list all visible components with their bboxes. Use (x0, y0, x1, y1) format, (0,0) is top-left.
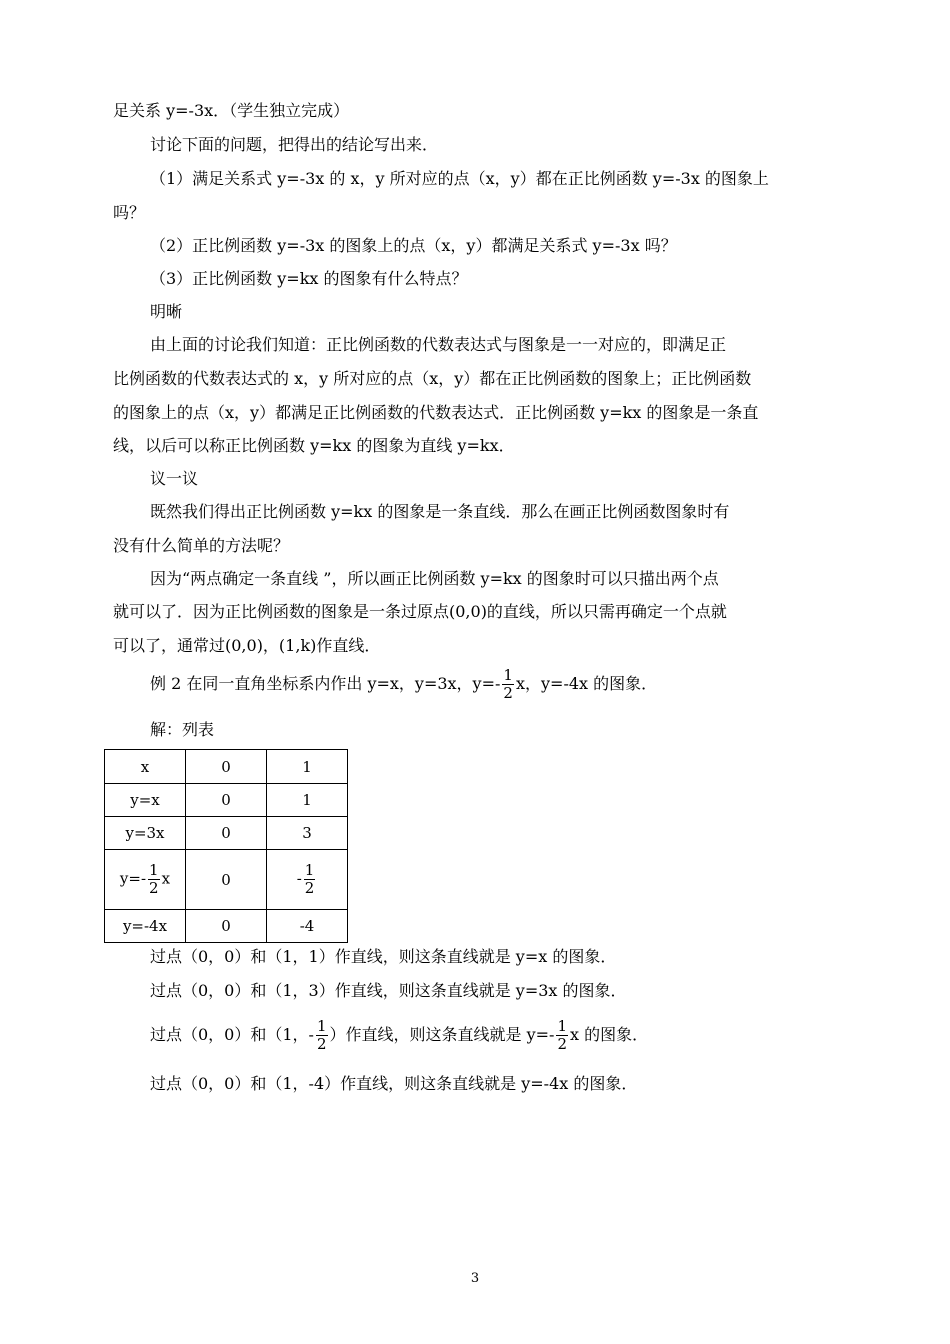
text-line: 线，以后可以称正比例函数 y=kx 的图象为直线 y=kx． (113, 436, 515, 455)
text-line: 就可以了．因为正比例函数的图象是一条过原点(0,0)的直线，所以只需再确定一个点就 (113, 602, 727, 621)
text-line: 足关系 y=-3x．（学生独立完成） (113, 101, 350, 120)
text-line: 可以了，通常过(0,0)，(1,k)作直线． (113, 636, 381, 655)
fraction: $\frac{1}{2}$ (503, 666, 513, 702)
table-cell: 0 (186, 817, 267, 850)
text-line: 过点（0，0）和（1，1）作直线，则这条直线就是 y=x 的图象． (150, 947, 617, 966)
table-row (105, 817, 348, 850)
solution-label: 解：列表 (150, 720, 215, 739)
text-line: 因为“两点确定一条直线 ”，所以画正比例函数 y=kx 的图象时可以只描出两个点 (150, 569, 719, 588)
table-cell: 1 (267, 750, 348, 784)
example-suffix: x，y=-4x 的图象． (515, 674, 658, 693)
text-line: 由上面的讨论我们知道：正比例函数的代数表达式与图象是一一对应的，即满足正 (150, 335, 727, 354)
table-cell: y=3x (105, 817, 186, 850)
table-cell: 0 (186, 784, 267, 817)
table-cell: 0 (186, 850, 267, 910)
fraction: $\frac{1}{2}$ (149, 861, 159, 897)
page-number: 3 (470, 1271, 480, 1286)
text-line: 过点（0，0）和（1，3）作直线，则这条直线就是 y=3x 的图象． (150, 981, 627, 1000)
text-line: 的图象上的点（x，y）都满足正比例函数的代数表达式．正比例函数 y=kx 的图象是一条直 (113, 403, 759, 422)
fraction: $\frac{1}{2}$ (304, 861, 315, 897)
table-cell: 3 (267, 817, 348, 850)
values-table (104, 749, 348, 943)
text-line: 既然我们得出正比例函数 y=kx 的图象是一条直线．那么在画正比例函数图象时有 (150, 502, 730, 521)
table-cell: 0 (186, 910, 267, 943)
table-row (105, 910, 348, 943)
text-line: 讨论下面的问题，把得出的结论写出来． (150, 135, 439, 154)
section-heading: 议一议 (150, 469, 199, 488)
text-line: 吗？ (113, 203, 146, 222)
text-line: 没有什么简单的方法呢？ (113, 536, 290, 555)
table-cell: y=x (105, 784, 186, 817)
example-2 (150, 666, 657, 702)
example-prefix: 例 2 在同一直角坐标系内作出 y=x，y=3x，y=- (150, 674, 501, 693)
text-line: （2）正比例函数 y=-3x 的图象上的点（x，y）都满足关系式 y=-3x 吗？ (150, 236, 677, 255)
section-heading: 明晰 (150, 302, 183, 321)
text-line: 比例函数的代数表达式的 x，y 所对应的点（x，y）都在正比例函数的图象上；正比例函数 (113, 369, 752, 388)
text-line: （3）正比例函数 y=kx 的图象有什么特点？ (150, 269, 468, 288)
table-row (105, 750, 348, 784)
table-cell: - $\frac{1}{2}$ (267, 850, 348, 910)
fraction: $\frac{1}{2}$ (316, 1017, 327, 1053)
table-cell: 1 (267, 784, 348, 817)
table-row (105, 784, 348, 817)
table-cell: y=- $\frac{1}{2}$ x (105, 850, 186, 910)
text-line: 过点（0，0）和（1，-4）作直线，则这条直线就是 y=-4x 的图象． (150, 1074, 638, 1093)
table-cell: x (105, 750, 186, 784)
fraction: $\frac{1}{2}$ (557, 1017, 567, 1053)
table-cell: 0 (186, 750, 267, 784)
table-cell: y=-4x (105, 910, 186, 943)
table-row (105, 850, 348, 910)
text-line: 过点（0，0）和（1，- $\frac{1}{2}$ ）作直线，则这条直线就是 y=- $\frac{1}{2}$ x 的图象． (150, 1017, 649, 1053)
table-cell: -4 (267, 910, 348, 943)
text-line: （1）满足关系式 y=-3x 的 x，y 所对应的点（x，y）都在正比例函数 y=-3x 的图象上 (150, 169, 769, 188)
